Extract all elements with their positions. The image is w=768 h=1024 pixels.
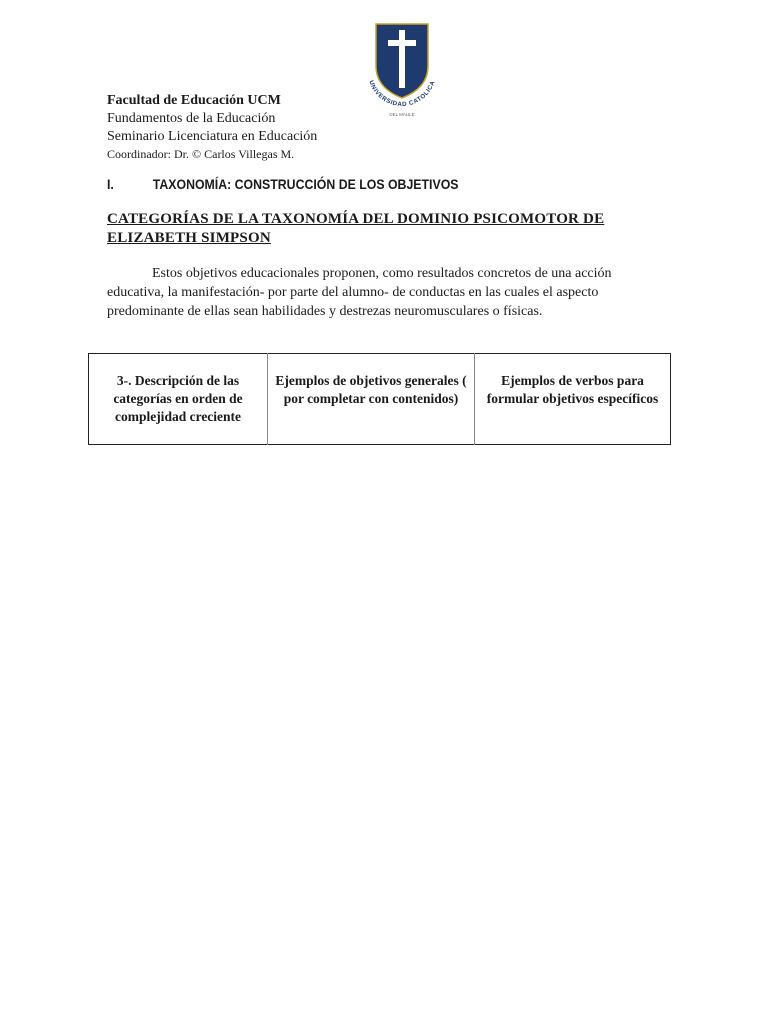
course-name: Fundamentos de la Educación bbox=[107, 111, 276, 126]
university-logo bbox=[362, 20, 442, 120]
coordinator-line: Coordinador: Dr. © Carlos Villegas M. bbox=[107, 147, 295, 161]
intro-paragraph: Estos objetivos educacionales proponen, como resultados concretos de una acción educativa, la manifestación- por parte del alumno- de conductas en las cuales el aspecto predominante de ellas sean habilidades y destrezas neuromusculares o físicas. bbox=[107, 266, 612, 319]
logo-subtext: DEL MAULE bbox=[389, 112, 415, 117]
table-header-cell: Ejemplos de verbos para formular objetivos específicos bbox=[475, 354, 671, 445]
subtitle: CATEGORÍAS DE LA TAXONOMÍA DEL DOMINIO PSICOMOTOR DE ELIZABETH SIMPSON bbox=[107, 211, 605, 246]
section-number: I. bbox=[107, 176, 114, 192]
logo-arc-text: UNIVERSIDAD CATOLICA bbox=[367, 79, 437, 109]
section-heading bbox=[107, 176, 459, 192]
section-title: TAXONOMÍA: CONSTRUCCIÓN DE LOS OBJETIVOS bbox=[152, 176, 459, 192]
table-header-row bbox=[89, 354, 671, 445]
document-header bbox=[107, 92, 317, 162]
seminar-name: Seminario Licenciatura en Educación bbox=[107, 129, 318, 144]
table-header-cell: 3-. Descripción de las categorías en orden de complejidad creciente bbox=[113, 373, 243, 424]
faculty-name: Facultad de Educación UCM bbox=[107, 93, 281, 108]
objectives-table bbox=[88, 353, 671, 445]
table-header-cell: Ejemplos de objetivos generales ( por completar con contenidos) bbox=[268, 354, 475, 445]
shield-cross-icon bbox=[362, 20, 442, 120]
